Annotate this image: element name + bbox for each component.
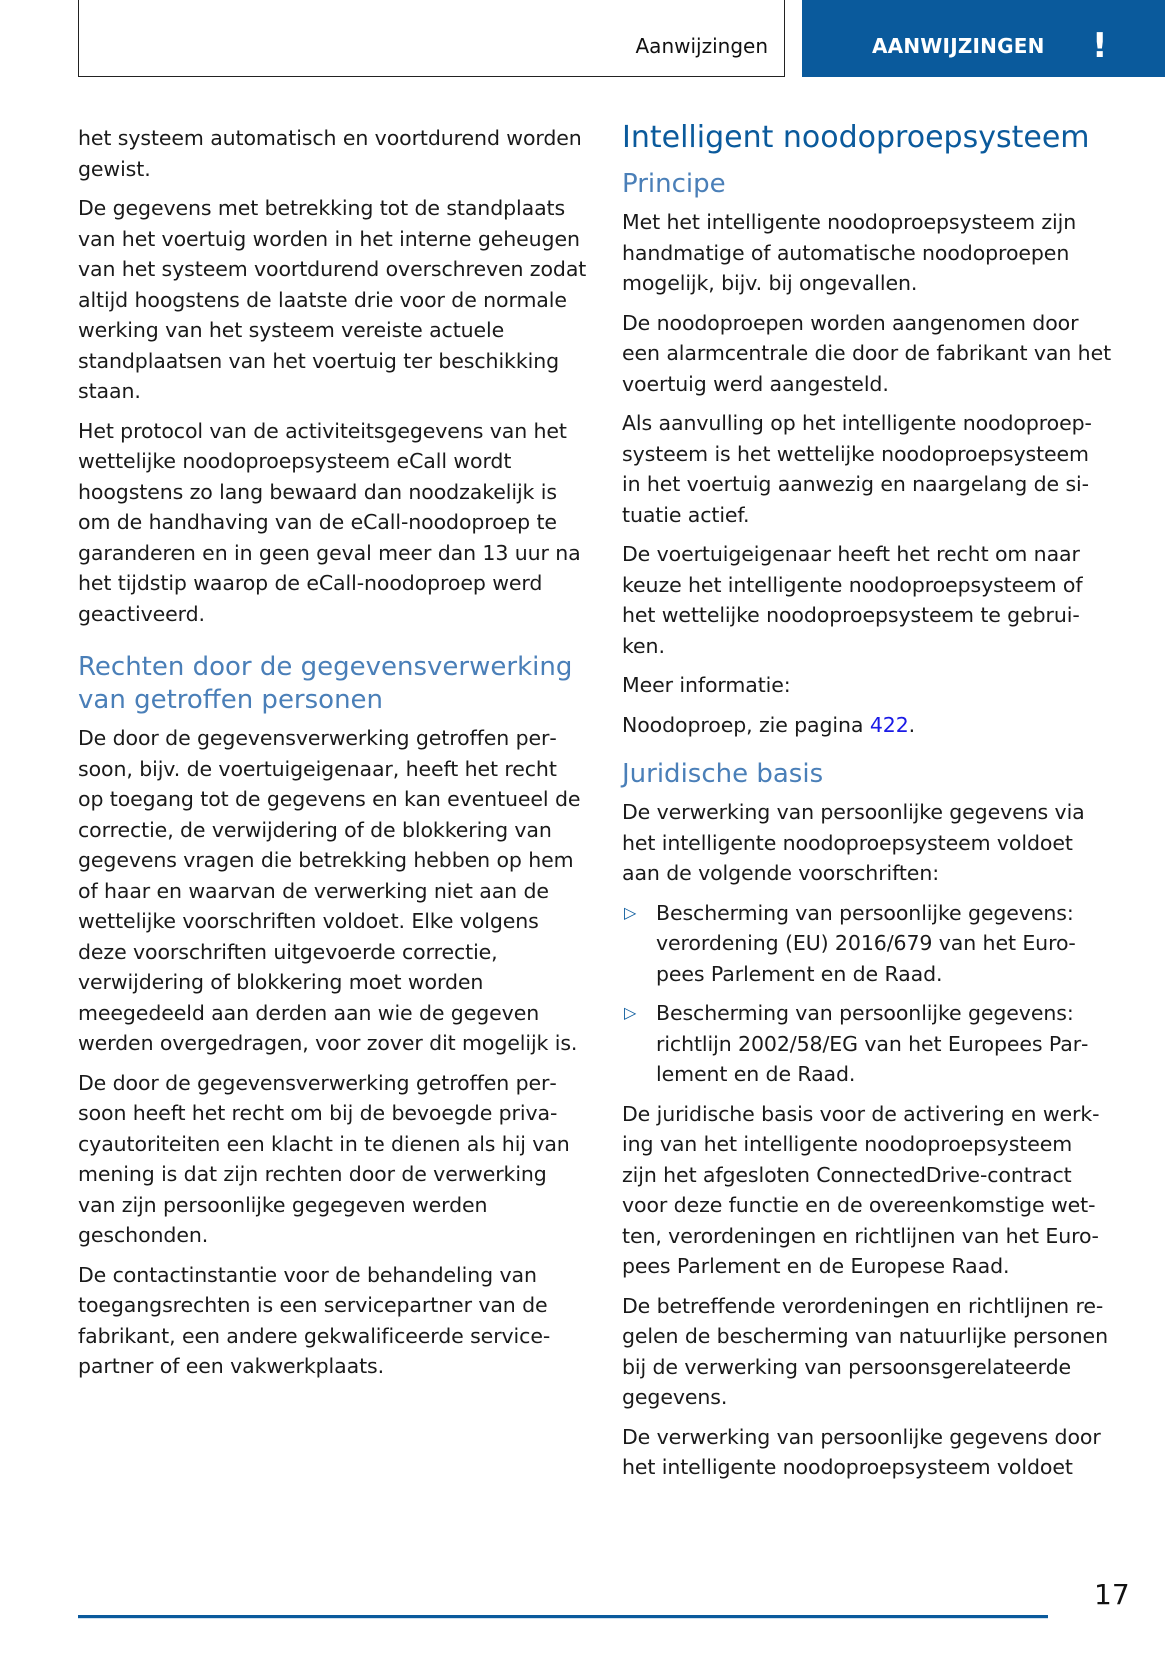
paragraph: De gegevens met betrekking tot de standplaats van het voertuig worden in het interne geheugen van het systeem voortdurend overschreven zodat altijd hoogstens de laatste drie voor de normale werking van het systeem vereiste actuele standplaatsen van het voertuig ter beschikking staan. — [78, 196, 587, 403]
paragraph: De door de gegevensverwerking getroffen persoon heeft het recht om bij de bevoegde privacyautoriteiten een klacht in te dienen als hij van mening is dat zijn rechten door de verwerking van zijn persoonlijke gegegeven werden geschonden. — [78, 1070, 570, 1247]
triangle-bullet-icon: ▷ — [624, 902, 637, 922]
list-item-text: Bescherming van persoonlijke gegevens: richtlijn 2002/58/EG van het Europees Parlement en de Raad. — [656, 1001, 1089, 1086]
paragraph: De betreffende verordeningen en richtlijnen regelen de bescherming van natuurlijke personen bij de verwerking van persoonsgerelateerde gegevens. — [622, 1293, 1108, 1409]
section-heading-legal: Juridische basis — [622, 759, 824, 789]
section-heading-rights: Rechten door de gegevensverwerking van getroffen personen — [78, 652, 573, 715]
triangle-bullet-icon: ▷ — [624, 1003, 637, 1022]
reference-suffix: . — [908, 712, 916, 737]
paragraph: De verwerking van persoonlijke gegevens via het intelligente noodoproepsysteem voldoet aan de volgende voorschriften: — [622, 800, 1085, 885]
breadcrumb: Aanwijzingen — [635, 34, 768, 58]
list-item-text: Bescherming van persoonlijke gegevens: verordening (EU) 2016/679 van het Europees Parlement en de Raad. — [656, 900, 1076, 986]
left-column — [78, 123, 588, 1391]
list-item — [622, 898, 1112, 990]
paragraph: De verwerking van persoonlijke gegevens door het intelligente noodoproepsysteem voldoet — [622, 1424, 1101, 1479]
paragraph: Het protocol van de activiteitsgegevens van het wettelijke noodoproepsysteem eCall wordt hoogstens zo lang bewaard dan noodzakelijk is om de handhaving van de eCall-noodoproep te garanderen en in geen geval meer dan 13 uur na het tijdstip waarop de eCall-noodoproep werd geactiveerd. — [78, 418, 581, 626]
paragraph: De contactinstantie voor de behandeling van toegangsrechten is een servicepartner van de fabrikant, een andere gekwalificeerde servicepartner of een vakwerkplaats. — [78, 1262, 551, 1378]
page-title: Intelligent noodoproepsysteem — [622, 120, 1090, 155]
page-number: 17 — [1094, 1578, 1130, 1611]
page-reference-link[interactable]: 422 — [869, 712, 909, 737]
list-item — [622, 998, 1112, 1090]
paragraph: het systeem automatisch en voortdurend worden gewist. — [78, 126, 582, 181]
section-tab[interactable] — [802, 0, 1165, 77]
footer-divider — [78, 1615, 1048, 1618]
paragraph: De voertuigeigenaar heeft het recht om naar keuze het intelligente noodoproepsysteem of het wettelijke noodoproepsysteem te gebruiken. — [622, 542, 1083, 658]
paragraph: Meer informatie: — [622, 673, 791, 697]
paragraph: Als aanvulling op het intelligente noodoproepsysteem is het wettelijke noodoproepsysteem in het voertuig aanwezig en naargelang de situatie actief. — [622, 411, 1092, 527]
paragraph: De juridische basis voor de activering en werking van het intelligente noodoproepsysteem zijn het afgesloten ConnectedDrive-contract voor deze functie en de overeenkomstige wetten, verordeningen en richtlijnen van het Europees Parlement en de Europese Raad. — [622, 1101, 1100, 1278]
regulations-list — [622, 898, 1112, 1090]
reference-prefix: Noodoproep, zie pagina — [622, 712, 870, 737]
header-breadcrumb-box — [78, 0, 785, 77]
section-heading-principle: Principe — [622, 169, 726, 199]
paragraph: De door de gegevensverwerking getroffen persoon, bijv. de voertuigeigenaar, heeft het recht op toegang tot de gegevens en kan eventueel de correctie, de verwijdering of de blokkering van gegevens vragen die betrekking hebben op hem of haar en waarvan de verwerking niet aan de wettelijke voorschriften voldoet. Elke volgens deze voorschriften uitgevoerde correctie, verwijdering of blokkering moet worden meegedeeld aan derden aan wie de gegeven werden overgedragen, voor zover dit mogelijk is. — [78, 726, 581, 1055]
right-column — [622, 118, 1112, 1492]
section-tab-label: AANWIJZINGEN — [872, 34, 1045, 58]
exclamation-icon: ! — [1092, 26, 1108, 66]
reference-line — [622, 710, 1112, 741]
paragraph: Met het intelligente noodoproepsysteem zijn handmatige of automatische noodoproepen mogelijk, bijv. bij ongevallen. — [622, 210, 1077, 295]
paragraph: De noodoproepen worden aangenomen door een alarmcentrale die door de fabrikant van het voertuig werd aangesteld. — [622, 310, 1112, 396]
